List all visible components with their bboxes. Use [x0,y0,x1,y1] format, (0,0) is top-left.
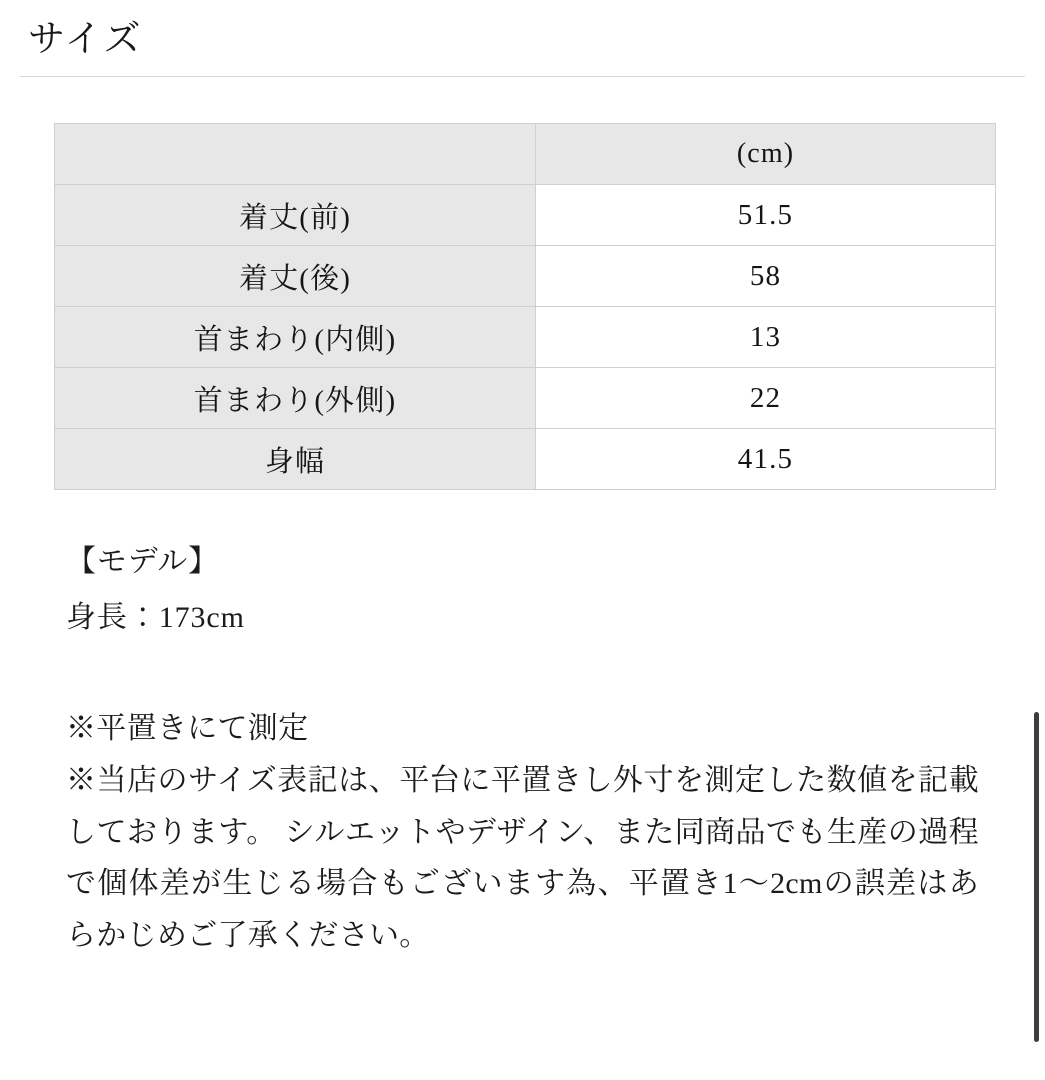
note-measurement: ※平置きにて測定 [66,712,309,746]
row-label: 身幅 [55,429,536,490]
row-value: 22 [536,368,996,429]
row-label: 首まわり(外側) [55,368,536,429]
note-disclaimer: ※当店のサイズ表記は、平台に平置きし外寸を測定した数値を記載しております。 シルエットやデザイン、また同商品でも生産の過程で個体差が生じる場合もございます為、平置き1〜2cmの誤差はあらかじめご了承ください。 [66,763,979,952]
table-header-label [55,124,536,185]
title-divider [20,76,1025,77]
row-label: 首まわり(内側) [55,307,536,368]
model-block [66,534,1025,645]
row-value: 51.5 [536,185,996,246]
table-row [55,185,996,246]
scrollbar-thumb[interactable] [1034,712,1039,1042]
scrollbar[interactable] [1035,0,1043,1080]
size-table [54,123,996,490]
table-header-unit: (cm) [536,124,996,185]
row-value: 58 [536,246,996,307]
model-heading: 【モデル】 [66,545,219,579]
table-header-row [55,124,996,185]
notes-block [66,703,979,961]
row-label: 着丈(後) [55,246,536,307]
row-value: 13 [536,307,996,368]
row-value: 41.5 [536,429,996,490]
page-title: サイズ [28,19,143,60]
table-row [55,246,996,307]
model-height: 身長：173cm [66,600,245,634]
row-label: 着丈(前) [55,185,536,246]
table-row [55,429,996,490]
table-row [55,307,996,368]
table-row [55,368,996,429]
